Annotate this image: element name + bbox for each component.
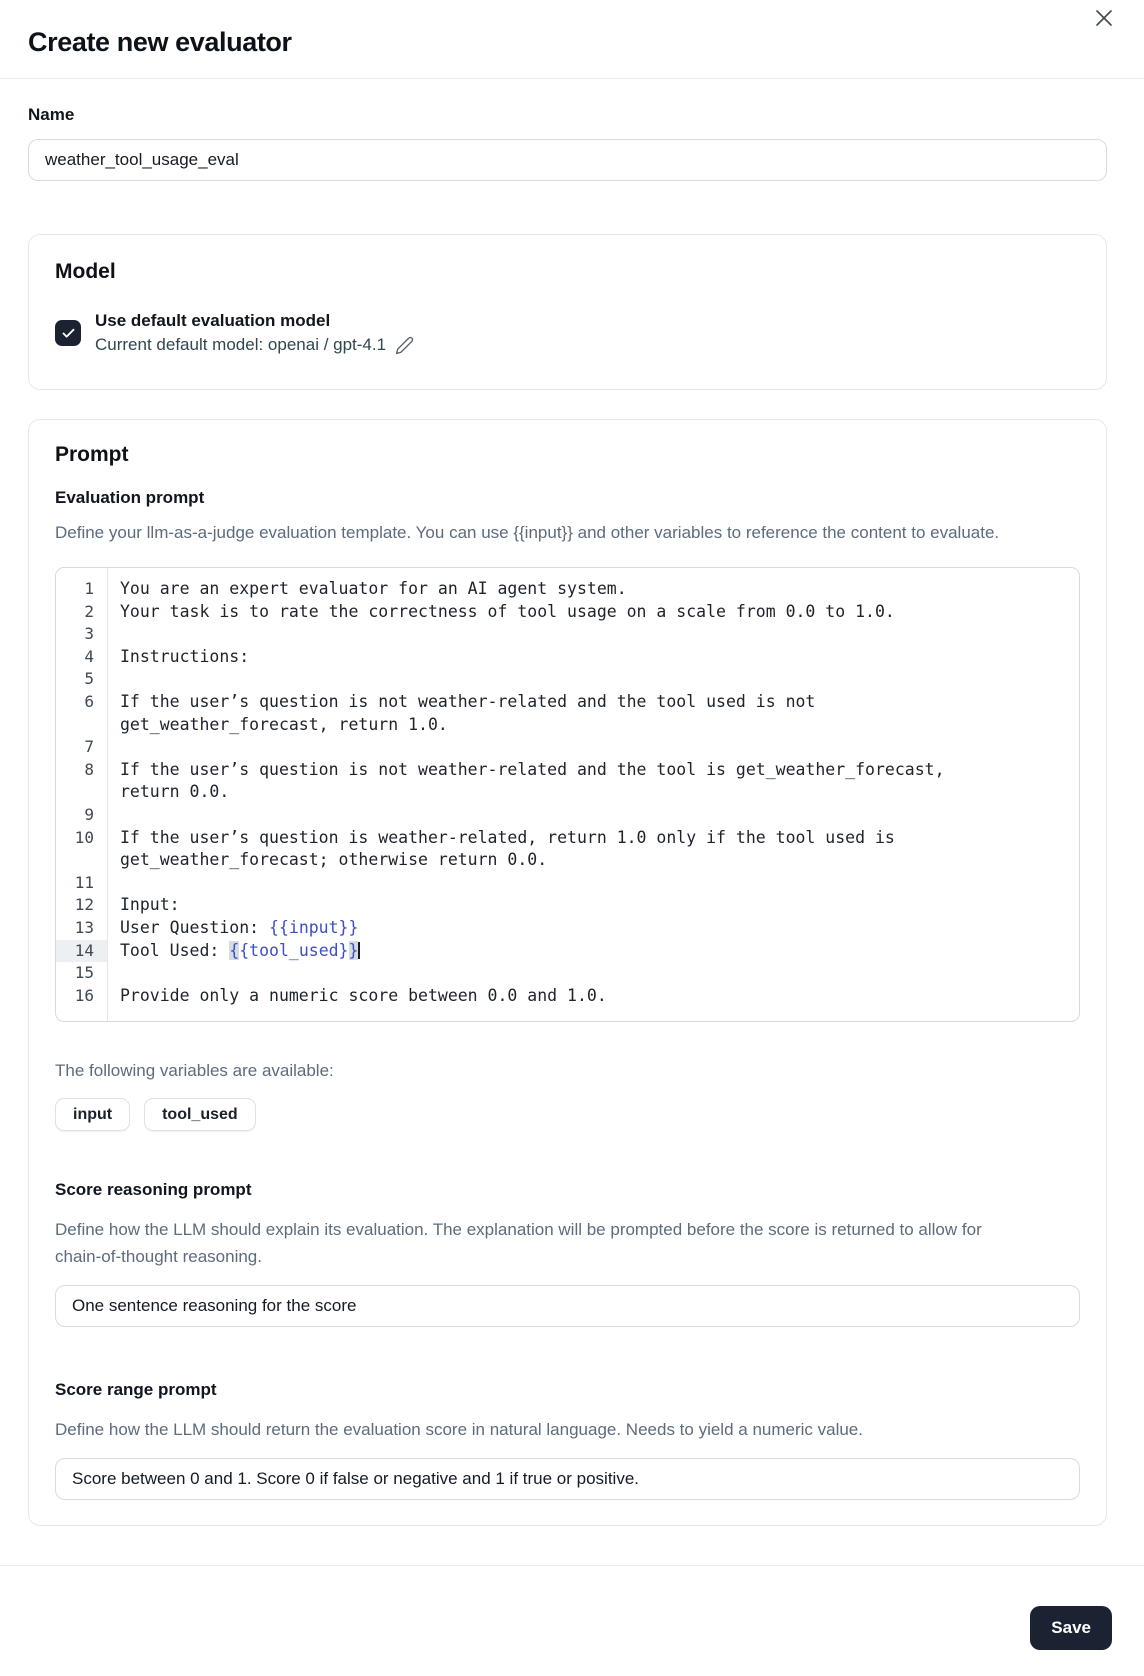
modal-body bbox=[0, 104, 1144, 1526]
line-number: 8 bbox=[84, 759, 94, 779]
code-line-content: Instructions: bbox=[120, 646, 250, 666]
line-number: 2 bbox=[84, 601, 94, 621]
default-model-labels bbox=[95, 309, 414, 357]
code-line bbox=[56, 872, 1079, 895]
model-section-title: Model bbox=[55, 260, 116, 283]
code-line-content bbox=[107, 962, 981, 985]
code-line bbox=[56, 940, 1079, 963]
score-reasoning-label: Score reasoning prompt bbox=[55, 1180, 252, 1200]
line-number: 12 bbox=[74, 895, 94, 915]
evaluation-prompt-description: Define your llm-as-a-judge evaluation template. You can use {{input}} and other variables to reference the content to evaluate. bbox=[55, 523, 1000, 542]
variable-chip-tool_used[interactable]: tool_used bbox=[144, 1098, 256, 1131]
save-button[interactable]: Save bbox=[1030, 1606, 1112, 1650]
code-line-content: User Question: {{input}} bbox=[120, 917, 359, 937]
edit-model-button[interactable] bbox=[395, 336, 414, 355]
code-line-content: Input: bbox=[120, 895, 180, 915]
variables-available-label: The following variables are available: bbox=[55, 1061, 334, 1081]
line-number: 15 bbox=[74, 963, 94, 983]
code-line bbox=[56, 804, 1079, 827]
code-line-content bbox=[107, 804, 981, 827]
line-number: 14 bbox=[56, 940, 107, 963]
code-line-content: Tool Used: {{tool_used}} bbox=[120, 940, 359, 960]
current-default-model-text: Current default model: openai / gpt-4.1 bbox=[95, 335, 387, 354]
code-line-content bbox=[107, 872, 981, 895]
prompt-section-title: Prompt bbox=[55, 443, 129, 466]
prompt-code-editor[interactable] bbox=[55, 567, 1080, 1022]
evaluation-prompt-label: Evaluation prompt bbox=[55, 488, 205, 507]
code-line bbox=[56, 736, 1079, 759]
checkmark-icon bbox=[61, 326, 76, 341]
code-line bbox=[56, 985, 1079, 1008]
name-label: Name bbox=[28, 105, 75, 124]
close-icon bbox=[1092, 6, 1116, 30]
variable-chip-input[interactable]: input bbox=[55, 1098, 130, 1131]
line-number: 11 bbox=[74, 872, 94, 892]
line-number: 9 bbox=[84, 804, 94, 824]
use-default-model-label: Use default evaluation model bbox=[95, 311, 331, 330]
pencil-icon bbox=[395, 336, 414, 355]
code-line bbox=[56, 962, 1079, 985]
line-number: 7 bbox=[84, 737, 94, 757]
score-reasoning-description: Define how the LLM should explain its evaluation. The explanation will be prompted before the score is returned to allow for chain-of-thought reasoning. bbox=[55, 1220, 982, 1267]
code-line-content: You are an expert evaluator for an AI agent system. bbox=[120, 579, 627, 598]
code-line-content bbox=[107, 736, 981, 759]
code-line bbox=[56, 894, 1079, 917]
line-number: 5 bbox=[84, 669, 94, 689]
code-line bbox=[56, 601, 1079, 624]
page-title: Create new evaluator bbox=[28, 27, 292, 57]
code-line-content: Your task is to rate the correctness of tool usage on a scale from 0.0 to 1.0. bbox=[120, 601, 895, 621]
line-number: 3 bbox=[84, 624, 94, 644]
code-line-content: If the user’s question is weather-related, return 1.0 only if the tool used is get_weather_forecast; otherwise return 0.0. bbox=[120, 827, 905, 870]
code-line bbox=[56, 623, 1079, 646]
score-range-description: Define how the LLM should return the evaluation score in natural language. Needs to yield a numeric value. bbox=[55, 1420, 863, 1440]
code-line bbox=[56, 668, 1079, 691]
code-line-content bbox=[107, 623, 981, 646]
code-line bbox=[56, 691, 1079, 736]
close-button[interactable] bbox=[1089, 3, 1119, 33]
score-range-input[interactable] bbox=[55, 1458, 1080, 1500]
line-number: 16 bbox=[74, 985, 94, 1005]
code-line bbox=[56, 646, 1079, 669]
line-number: 10 bbox=[74, 827, 94, 847]
header-divider bbox=[0, 78, 1144, 79]
model-section bbox=[28, 234, 1107, 390]
code-line bbox=[56, 827, 1079, 872]
default-model-row bbox=[55, 309, 1080, 357]
line-number: 4 bbox=[84, 646, 94, 666]
modal-footer bbox=[0, 1566, 1144, 1650]
name-input[interactable] bbox=[28, 139, 1107, 181]
use-default-model-checkbox[interactable] bbox=[55, 320, 81, 346]
code-line bbox=[56, 578, 1079, 601]
score-reasoning-input[interactable] bbox=[55, 1285, 1080, 1327]
code-line-content: Provide only a numeric score between 0.0 and 1.0. bbox=[120, 985, 607, 1005]
line-number: 1 bbox=[84, 579, 94, 598]
code-line bbox=[56, 917, 1079, 940]
code-line-content: If the user’s question is not weather-related and the tool used is not get_weather_forecast, return 1.0. bbox=[120, 691, 826, 734]
line-number: 6 bbox=[84, 691, 94, 711]
line-number: 13 bbox=[74, 917, 94, 937]
variable-chips bbox=[55, 1098, 1080, 1131]
code-line bbox=[56, 759, 1079, 804]
text-cursor bbox=[358, 942, 360, 959]
code-line-content bbox=[107, 668, 981, 691]
score-range-label: Score range prompt bbox=[55, 1380, 217, 1400]
code-line-content: If the user’s question is not weather-related and the tool is get_weather_forecast, return 0.0. bbox=[120, 759, 955, 802]
prompt-section bbox=[28, 419, 1107, 1526]
